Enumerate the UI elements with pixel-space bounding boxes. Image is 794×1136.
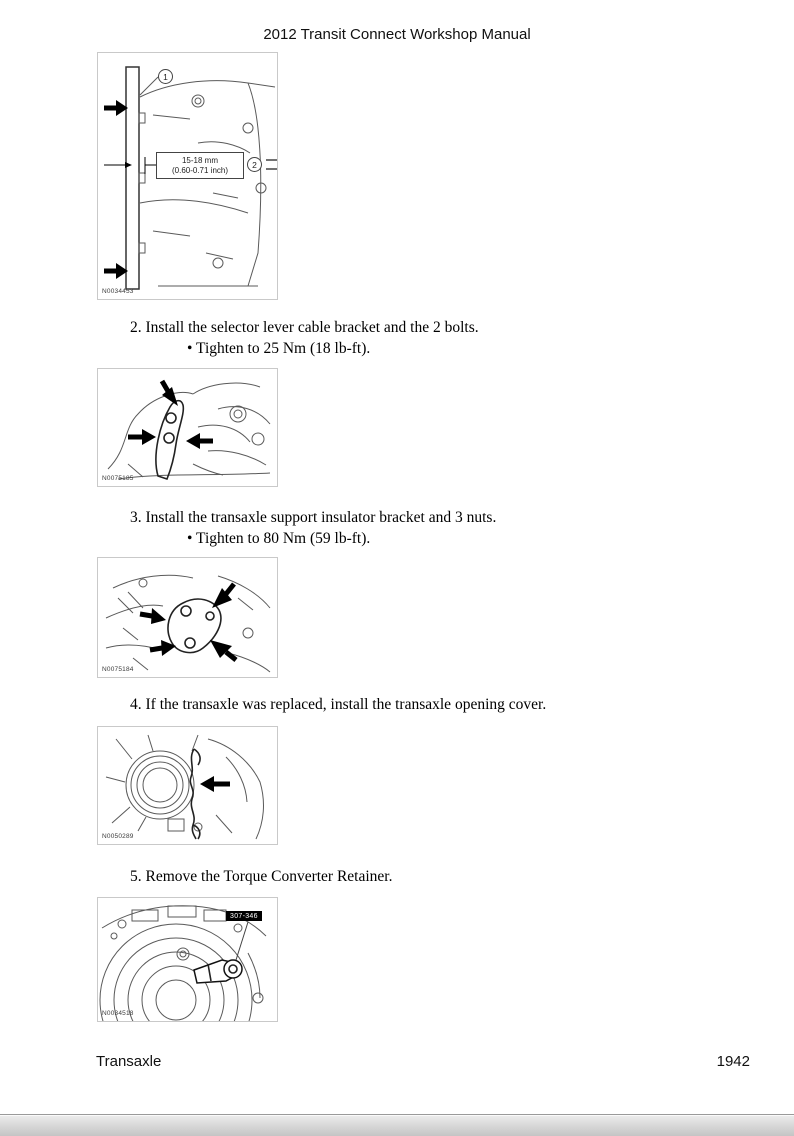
page-title: 2012 Transit Connect Workshop Manual: [263, 26, 531, 43]
step-2: [130, 317, 479, 359]
figure-id: N0034518: [102, 1010, 134, 1017]
figure-opening-cover: [97, 726, 278, 845]
figure-cable-bracket: [97, 368, 278, 487]
step-2-torque-spec: • Tighten to 25 Nm (18 lb-ft).: [187, 340, 371, 357]
cover-profile-drawing: [190, 749, 200, 839]
engine-bay-drawing: [108, 383, 270, 479]
upper-arrow-icon: [104, 100, 128, 116]
figure-id: N0034453: [102, 288, 134, 295]
footer-page-number: 1942: [716, 1053, 750, 1070]
footer-section-title: Transaxle: [96, 1053, 162, 1070]
measurement-inch: (0.60-0.71 inch): [171, 165, 229, 175]
figure-id: N0075184: [102, 666, 134, 673]
horizontal-scrollbar[interactable]: [0, 1114, 794, 1136]
callout-2: 2: [247, 157, 262, 172]
callout-2-reference-lines: [266, 160, 277, 169]
cable-bracket-drawing: [156, 401, 183, 479]
tool-number-label: 307-346: [226, 911, 262, 921]
converter-housing-drawing: [100, 906, 266, 1021]
housing-drawing: [106, 735, 263, 839]
lower-arrow-icon: [104, 263, 128, 279]
left-arrow-icon: [128, 429, 156, 445]
step-4-text: 4. If the transaxle was replaced, install the transaxle opening cover.: [130, 696, 547, 713]
callout-1: 1: [158, 69, 173, 84]
figure-insulator-bracket: [97, 557, 278, 678]
step-3-text: 3. Install the transaxle support insulator bracket and 3 nuts.: [130, 509, 497, 526]
step-4: [130, 694, 546, 715]
transaxle-detail-drawing: [106, 575, 270, 672]
step-2-text: 2. Install the selector lever cable bracket and the 2 bolts.: [130, 319, 479, 336]
measurement-label: [156, 152, 244, 179]
bottom-right-arrow-icon: [210, 640, 236, 660]
figure-3-line-art: [98, 558, 277, 677]
left-arrow-icon: [140, 608, 166, 624]
step-3-torque-spec: • Tighten to 80 Nm (59 lb-ft).: [187, 530, 371, 547]
right-arrow-icon: [186, 433, 213, 449]
figure-id: N0050289: [102, 833, 134, 840]
straightedge-bar: [126, 67, 145, 289]
figure-2-line-art: [98, 369, 277, 486]
step-5-text: 5. Remove the Torque Converter Retainer.: [130, 868, 393, 885]
figure-id: N0075185: [102, 475, 134, 482]
left-pointing-arrow-icon: [200, 776, 230, 792]
top-right-arrow-icon: [212, 584, 234, 608]
step-3: [130, 507, 496, 549]
figure-torque-converter-retainer: [97, 897, 278, 1022]
transaxle-case-drawing: [140, 81, 275, 286]
figure-straightedge-measurement: [97, 52, 278, 300]
measurement-mm: 15-18 mm: [181, 155, 218, 165]
figure-4-line-art: [98, 727, 277, 844]
step-5: [130, 866, 393, 887]
callout-1-leader: [140, 77, 158, 95]
